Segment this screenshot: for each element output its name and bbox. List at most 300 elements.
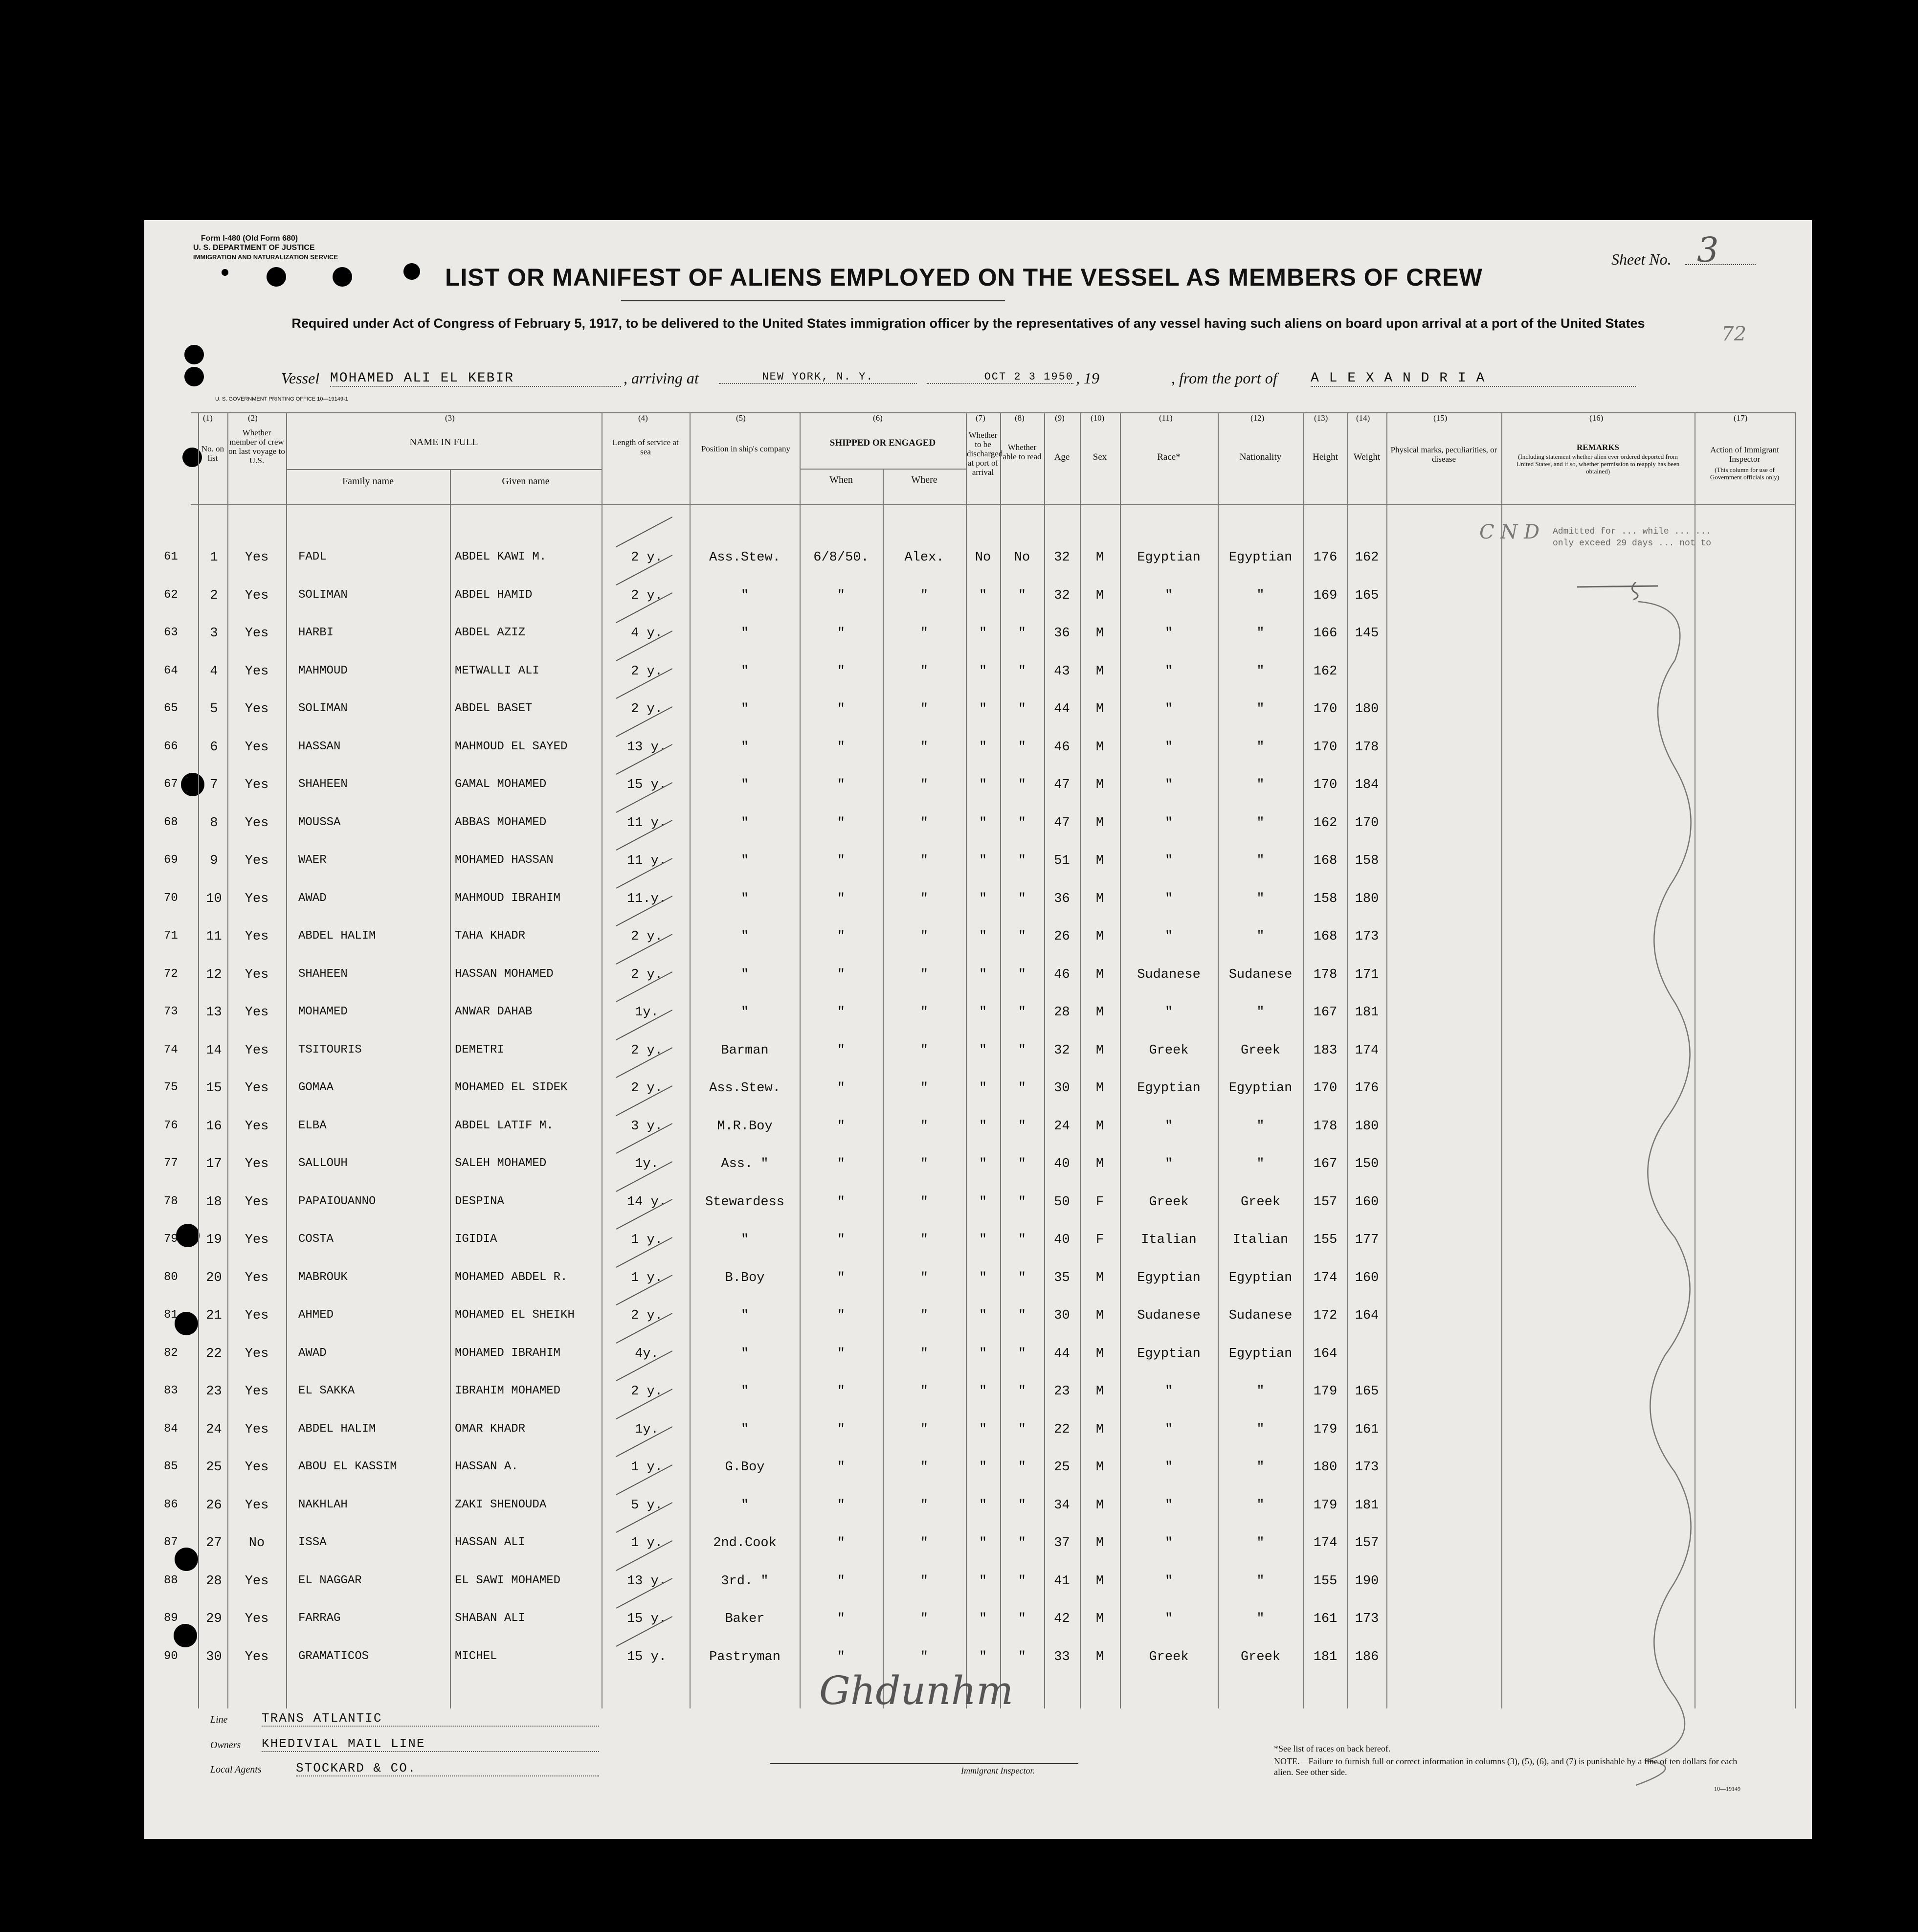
position-cell: 2nd.Cook: [713, 1536, 777, 1550]
shipped-when-cell: ": [837, 1157, 846, 1171]
given-name-cell: HASSAN A.: [455, 1460, 518, 1473]
page-title: LIST OR MANIFEST OF ALIENS EMPLOYED ON THE VESSEL AS MEMBERS OF CREW: [445, 264, 1483, 291]
shipped-when-cell: ": [837, 1498, 846, 1513]
header-physical: Physical marks, peculiarities, or disease: [1390, 445, 1497, 464]
service-length-cell: 13 y.: [626, 1573, 667, 1589]
weight-cell: 165: [1355, 588, 1379, 603]
family-name-cell: ABDEL HALIM: [298, 929, 376, 943]
punch-hole: [184, 367, 204, 386]
able-to-read-cell: ": [1018, 1194, 1026, 1210]
shipped-when-cell: ": [837, 967, 846, 982]
given-name-cell: OMAR KHADR: [455, 1422, 526, 1436]
shipped-where-cell: ": [920, 854, 929, 868]
col-num: (17): [1734, 413, 1748, 423]
able-to-read-cell: ": [1018, 702, 1026, 717]
height-cell: 170: [1313, 1081, 1338, 1096]
crew-member-flag-cell: Yes: [245, 1194, 269, 1210]
race-cell: Egyptian: [1137, 1270, 1201, 1285]
margin-number-cell: 68: [164, 815, 178, 829]
able-to-read-cell: ": [1018, 1119, 1026, 1134]
shipped-when-cell: ": [837, 1422, 846, 1437]
family-name-cell: EL NAGGAR: [298, 1573, 362, 1587]
nationality-cell: ": [1256, 1573, 1265, 1589]
family-name-cell: SHAHEEN: [298, 778, 348, 791]
col-rule: [1120, 412, 1121, 1708]
given-name-cell: MICHEL: [455, 1649, 497, 1663]
col-rule: [1044, 412, 1045, 1708]
arriving-label: , arriving at: [624, 369, 699, 387]
sex-cell: M: [1095, 1346, 1104, 1361]
service-length-cell: 2 y.: [631, 702, 663, 717]
sex-cell: M: [1095, 815, 1104, 831]
age-cell: 41: [1054, 1573, 1070, 1589]
height-cell: 180: [1313, 1460, 1338, 1475]
col-num: (3): [445, 413, 455, 423]
inspector-signature: Ghdunhm: [819, 1668, 1014, 1713]
family-name-cell: HARBI: [298, 626, 334, 639]
header-sex: Sex: [1093, 452, 1107, 462]
race-cell: ": [1164, 1422, 1173, 1437]
age-cell: 24: [1054, 1119, 1070, 1134]
shipped-when-cell: ": [837, 1119, 846, 1134]
nationality-cell: ": [1256, 1460, 1265, 1475]
weight-cell: 178: [1355, 740, 1379, 755]
given-name-cell: ANWAR DAHAB: [455, 1005, 533, 1018]
family-name-cell: WAER: [298, 854, 327, 867]
row-number-cell: 12: [206, 967, 222, 982]
discharged-cell: ": [979, 1346, 987, 1361]
position-cell: Ass. ": [721, 1157, 769, 1171]
header-remarks: REMARKS: [1577, 443, 1619, 452]
able-to-read-cell: ": [1018, 1536, 1026, 1550]
height-cell: 167: [1313, 1157, 1338, 1171]
discharged-cell: ": [979, 1005, 987, 1020]
discharged-cell: ": [979, 1270, 987, 1285]
family-name-cell: SOLIMAN: [298, 702, 348, 715]
shipped-where-cell: ": [920, 967, 929, 982]
discharged-cell: ": [979, 1573, 987, 1589]
col-num: (13): [1314, 413, 1328, 423]
discharged-cell: ": [979, 967, 987, 982]
crew-member-flag-cell: Yes: [245, 1573, 269, 1589]
sex-cell: M: [1095, 854, 1104, 868]
sex-cell: M: [1095, 626, 1104, 641]
table-top-rule: [191, 412, 1795, 413]
able-to-read-cell: ": [1018, 1005, 1026, 1020]
able-to-read-cell: ": [1018, 626, 1026, 641]
col-rule: [690, 412, 691, 1708]
height-cell: 168: [1313, 929, 1338, 944]
row-number-cell: 15: [206, 1081, 222, 1096]
age-cell: 30: [1054, 1308, 1070, 1323]
crew-member-flag-cell: Yes: [245, 1649, 269, 1664]
col-num: (8): [1015, 413, 1025, 423]
able-to-read-cell: ": [1018, 1308, 1026, 1323]
row-number-cell: 10: [206, 891, 222, 906]
shipped-when-cell: ": [837, 1536, 846, 1550]
arrival-port: NEW YORK, N. Y.: [719, 371, 917, 384]
height-cell: 162: [1313, 664, 1338, 679]
discharged-cell: ": [979, 740, 987, 755]
race-cell: ": [1164, 1536, 1173, 1550]
header-bottom-rule: [191, 504, 1795, 505]
nationality-cell: Sudanese: [1228, 1308, 1293, 1323]
age-cell: 51: [1054, 854, 1070, 868]
service-length-cell: 15 y.: [626, 778, 667, 792]
age-cell: 44: [1054, 1346, 1070, 1361]
height-cell: 174: [1313, 1270, 1338, 1285]
col-num: (11): [1159, 413, 1173, 423]
crew-member-flag-cell: Yes: [245, 1081, 269, 1096]
race-cell: ": [1164, 891, 1173, 906]
margin-number-cell: 72: [164, 967, 178, 981]
department: U. S. DEPARTMENT OF JUSTICE: [193, 244, 315, 252]
row-number-cell: 18: [206, 1194, 222, 1210]
sex-cell: M: [1095, 967, 1104, 982]
able-to-read-cell: ": [1018, 1460, 1026, 1475]
margin-number-cell: 64: [164, 664, 178, 677]
crew-member-flag-cell: Yes: [245, 1384, 269, 1399]
weight-cell: 180: [1355, 702, 1379, 717]
able-to-read-cell: ": [1018, 1422, 1026, 1437]
age-cell: 32: [1054, 1043, 1070, 1058]
position-cell: 3rd. ": [721, 1573, 769, 1589]
family-name-cell: ABOU EL KASSIM: [298, 1460, 397, 1473]
sex-cell: M: [1095, 1308, 1104, 1323]
row-number-cell: 4: [210, 664, 218, 679]
crew-member-flag-cell: Yes: [245, 1233, 269, 1247]
race-cell: ": [1164, 778, 1173, 792]
service-length-cell: 1 y.: [631, 1233, 663, 1247]
from-port-label: , from the port of: [1171, 369, 1277, 387]
able-to-read-cell: ": [1018, 815, 1026, 831]
family-name-cell: AWAD: [298, 891, 327, 905]
weight-cell: 150: [1355, 1157, 1379, 1171]
position-cell: Stewardess: [705, 1194, 785, 1210]
shipped-when-cell: ": [837, 1346, 846, 1361]
header-race: Race*: [1157, 452, 1181, 462]
nationality-cell: ": [1256, 588, 1265, 603]
col-num: (10): [1091, 413, 1105, 423]
age-cell: 35: [1054, 1270, 1070, 1285]
height-cell: 170: [1313, 740, 1338, 755]
shipped-where-cell: ": [920, 1270, 929, 1285]
nationality-cell: ": [1256, 1536, 1265, 1550]
height-cell: 172: [1313, 1308, 1338, 1323]
row-number-cell: 19: [206, 1233, 222, 1247]
discharged-cell: No: [975, 550, 991, 565]
sex-cell: M: [1095, 1119, 1104, 1134]
given-name-cell: MOHAMED HASSAN: [455, 854, 554, 867]
height-cell: 157: [1313, 1194, 1338, 1210]
family-name-cell: COSTA: [298, 1233, 334, 1246]
race-cell: ": [1164, 815, 1173, 831]
sex-cell: F: [1095, 1194, 1104, 1210]
height-cell: 162: [1313, 815, 1338, 831]
sex-cell: M: [1095, 1005, 1104, 1020]
margin-number-cell: 76: [164, 1119, 178, 1132]
shipped-where-cell: ": [920, 1346, 929, 1361]
given-name-cell: HASSAN ALI: [455, 1536, 526, 1549]
shipped-where-cell: ": [920, 664, 929, 679]
given-name-cell: ABBAS MOHAMED: [455, 815, 547, 829]
printing-office: U. S. GOVERNMENT PRINTING OFFICE 10—19149-1: [215, 396, 348, 402]
service-length-cell: 5 y.: [631, 1498, 663, 1513]
height-cell: 155: [1313, 1573, 1338, 1589]
nationality-cell: Egyptian: [1228, 550, 1293, 565]
discharged-cell: ": [979, 1536, 987, 1550]
shipped-where-cell: ": [920, 1536, 929, 1550]
given-name-cell: SHABAN ALI: [455, 1612, 526, 1625]
family-name-cell: TSITOURIS: [298, 1043, 362, 1056]
shipped-when-cell: ": [837, 1649, 846, 1664]
margin-number-cell: 88: [164, 1573, 178, 1587]
height-cell: 164: [1313, 1346, 1338, 1361]
nationality-cell: ": [1256, 1498, 1265, 1513]
sex-cell: M: [1095, 1573, 1104, 1589]
margin-number-cell: 77: [164, 1157, 178, 1170]
service-length-cell: 2 y.: [631, 1081, 663, 1096]
race-cell: Sudanese: [1137, 1308, 1201, 1323]
family-name-cell: SOLIMAN: [298, 588, 348, 602]
service-length-cell: 2 y.: [631, 967, 663, 982]
crew-member-flag-cell: Yes: [245, 588, 269, 603]
race-cell: ": [1164, 1573, 1173, 1589]
weight-cell: 164: [1355, 1308, 1379, 1323]
crew-member-flag-cell: Yes: [245, 1308, 269, 1323]
race-cell: ": [1164, 1460, 1173, 1475]
weight-cell: 174: [1355, 1043, 1379, 1058]
family-name-cell: ELBA: [298, 1119, 327, 1132]
nationality-cell: Greek: [1240, 1194, 1280, 1210]
given-name-cell: ABDEL BASET: [455, 702, 533, 715]
height-cell: 181: [1313, 1649, 1338, 1664]
race-cell: Sudanese: [1137, 967, 1201, 982]
races-note: *See list of races on back hereof.: [1274, 1744, 1391, 1753]
row-number-cell: 27: [206, 1536, 222, 1550]
row-number-cell: 17: [206, 1157, 222, 1171]
nationality-cell: ": [1256, 1157, 1265, 1171]
crew-member-flag-cell: Yes: [245, 550, 269, 565]
weight-cell: 145: [1355, 626, 1379, 641]
margin-number-cell: 73: [164, 1005, 178, 1018]
margin-number-cell: 61: [164, 550, 178, 563]
able-to-read-cell: ": [1018, 1498, 1026, 1513]
header-name: NAME IN FULL: [409, 437, 478, 448]
crew-member-flag-cell: Yes: [245, 1119, 269, 1134]
margin-number-cell: 67: [164, 778, 178, 791]
weight-cell: 181: [1355, 1498, 1379, 1513]
margin-number-cell: 86: [164, 1498, 178, 1511]
sex-cell: M: [1095, 929, 1104, 944]
crew-member-flag-cell: Yes: [245, 815, 269, 831]
shipped-where-cell: ": [920, 740, 929, 755]
given-name-cell: MOHAMED IBRAHIM: [455, 1346, 561, 1360]
nationality-cell: ": [1256, 1119, 1265, 1134]
service-length-cell: 1y.: [635, 1005, 659, 1020]
service-length-cell: 13 y.: [626, 740, 667, 755]
header-where: Where: [911, 474, 937, 485]
shipped-where-cell: ": [920, 702, 929, 717]
discharged-cell: ": [979, 1460, 987, 1475]
punch-hole: [184, 345, 204, 364]
crew-member-flag-cell: No: [248, 1536, 265, 1550]
given-name-cell: IBRAHIM MOHAMED: [455, 1384, 561, 1397]
position-cell: ": [740, 626, 749, 641]
row-number-cell: 29: [206, 1612, 222, 1626]
position-cell: ": [740, 1308, 749, 1323]
height-cell: 170: [1313, 702, 1338, 717]
race-cell: ": [1164, 1612, 1173, 1626]
shipped-when-cell: ": [837, 1194, 846, 1210]
nationality-cell: ": [1256, 1005, 1265, 1020]
shipped-where-cell: ": [920, 1081, 929, 1096]
service-length-cell: 15 y.: [626, 1612, 667, 1626]
service: IMMIGRATION AND NATURALIZATION SERVICE: [193, 253, 338, 261]
shipped-where-cell: ": [920, 891, 929, 906]
nationality-cell: ": [1256, 664, 1265, 679]
row-number-cell: 28: [206, 1573, 222, 1589]
punch-hole: [175, 1548, 198, 1571]
col-rule: [198, 412, 199, 1708]
nationality-cell: Greek: [1240, 1043, 1280, 1058]
weight-cell: 160: [1355, 1270, 1379, 1285]
corner-number: 72: [1721, 323, 1746, 345]
shipped-when-cell: ": [837, 815, 846, 831]
weight-cell: 186: [1355, 1649, 1379, 1664]
age-cell: 47: [1054, 815, 1070, 831]
height-cell: 183: [1313, 1043, 1338, 1058]
position-cell: ": [740, 815, 749, 831]
shipped-where-cell: ": [920, 929, 929, 944]
punch-hole: [403, 263, 420, 280]
given-name-cell: ABDEL AZIZ: [455, 626, 526, 639]
able-to-read-cell: No: [1014, 550, 1030, 565]
height-cell: 170: [1313, 778, 1338, 792]
penalty-note: NOTE.—Failure to furnish full or correct information in columns (3), (5), (6), and (7) is punishable by a fine of ten dollars for each alien. See other side.: [1274, 1756, 1738, 1777]
position-cell: ": [740, 854, 749, 868]
crew-member-flag-cell: Yes: [245, 626, 269, 641]
sex-cell: M: [1095, 778, 1104, 792]
height-cell: 174: [1313, 1536, 1338, 1550]
sheet-label: Sheet No.: [1611, 250, 1672, 268]
weight-cell: 177: [1355, 1233, 1379, 1247]
shipped-when-cell: ": [837, 664, 846, 679]
sex-cell: M: [1095, 664, 1104, 679]
service-length-cell: 2 y.: [631, 1308, 663, 1323]
col-rule: [966, 412, 967, 1708]
shipped-where-cell: ": [920, 778, 929, 792]
race-cell: ": [1164, 1005, 1173, 1020]
age-cell: 37: [1054, 1536, 1070, 1550]
age-cell: 44: [1054, 702, 1070, 717]
nationality-cell: ": [1256, 740, 1265, 755]
shipped-when-cell: 6/8/50.: [813, 550, 869, 565]
weight-cell: 171: [1355, 967, 1379, 982]
family-name-cell: ISSA: [298, 1536, 327, 1549]
title-underline: [621, 300, 1005, 301]
weight-cell: 157: [1355, 1536, 1379, 1550]
row-number-cell: 25: [206, 1460, 222, 1475]
age-cell: 26: [1054, 929, 1070, 944]
race-cell: Italian: [1141, 1233, 1197, 1247]
margin-number-cell: 75: [164, 1081, 178, 1094]
height-cell: 161: [1313, 1612, 1338, 1626]
form-id: [193, 234, 338, 262]
given-name-cell: ZAKI SHENOUDA: [455, 1498, 547, 1511]
owners-label: Owners: [210, 1740, 241, 1751]
able-to-read-cell: ": [1018, 1233, 1026, 1247]
sex-cell: M: [1095, 1612, 1104, 1626]
position-cell: ": [740, 740, 749, 755]
shipped-where-cell: ": [920, 1308, 929, 1323]
header-able-read: Whether able to read: [1003, 443, 1042, 461]
header-length: Length of service at sea: [612, 438, 679, 456]
position-cell: G.Boy: [725, 1460, 765, 1475]
service-length-cell: 11 y.: [626, 854, 667, 868]
sex-cell: M: [1095, 1649, 1104, 1664]
row-number-cell: 23: [206, 1384, 222, 1399]
shipped-where-cell: ": [920, 1005, 929, 1020]
col-num: (2): [248, 413, 258, 423]
race-cell: ": [1164, 626, 1173, 641]
weight-cell: 165: [1355, 1384, 1379, 1399]
nationality-cell: ": [1256, 1384, 1265, 1399]
sex-cell: F: [1095, 1233, 1104, 1247]
weight-cell: 181: [1355, 1005, 1379, 1020]
shipped-where-cell: ": [920, 1233, 929, 1247]
given-name-cell: EL SAWI MOHAMED: [455, 1573, 561, 1587]
row-number-cell: 1: [210, 550, 218, 565]
shipped-when-cell: ": [837, 891, 846, 906]
discharged-cell: ": [979, 664, 987, 679]
col-rule: [1347, 412, 1348, 1708]
shipped-when-cell: ": [837, 1612, 846, 1626]
col-rule: [1501, 412, 1502, 1708]
margin-number-cell: 66: [164, 740, 178, 753]
margin-number-cell: 90: [164, 1649, 178, 1663]
signature-line: [770, 1763, 1078, 1764]
service-length-cell: 1y.: [635, 1157, 659, 1171]
family-name-cell: GRAMATICOS: [298, 1649, 369, 1663]
sex-cell: M: [1095, 1460, 1104, 1475]
crew-member-flag-cell: Yes: [245, 1005, 269, 1020]
discharged-cell: ": [979, 1612, 987, 1626]
nationality-cell: Egyptian: [1228, 1270, 1293, 1285]
col-num: (5): [736, 413, 746, 423]
race-cell: Greek: [1149, 1043, 1189, 1058]
able-to-read-cell: ": [1018, 891, 1026, 906]
weight-cell: 161: [1355, 1422, 1379, 1437]
family-name-cell: MABROUK: [298, 1270, 348, 1284]
weight-cell: 158: [1355, 854, 1379, 868]
discharged-cell: ": [979, 1081, 987, 1096]
row-number-cell: 3: [210, 626, 218, 641]
vessel-name: MOHAMED ALI EL KEBIR: [330, 371, 621, 387]
race-cell: ": [1164, 740, 1173, 755]
nationality-cell: ": [1256, 929, 1265, 944]
margin-number-cell: 81: [164, 1308, 178, 1322]
family-name-cell: ABDEL HALIM: [298, 1422, 376, 1436]
age-cell: 40: [1054, 1157, 1070, 1171]
shipped-where-cell: ": [920, 1119, 929, 1134]
discharged-cell: ": [979, 929, 987, 944]
shipped-where-cell: ": [920, 1194, 929, 1210]
crew-member-flag-cell: Yes: [245, 1157, 269, 1171]
age-cell: 47: [1054, 778, 1070, 792]
age-cell: 36: [1054, 891, 1070, 906]
able-to-read-cell: ": [1018, 1157, 1026, 1171]
